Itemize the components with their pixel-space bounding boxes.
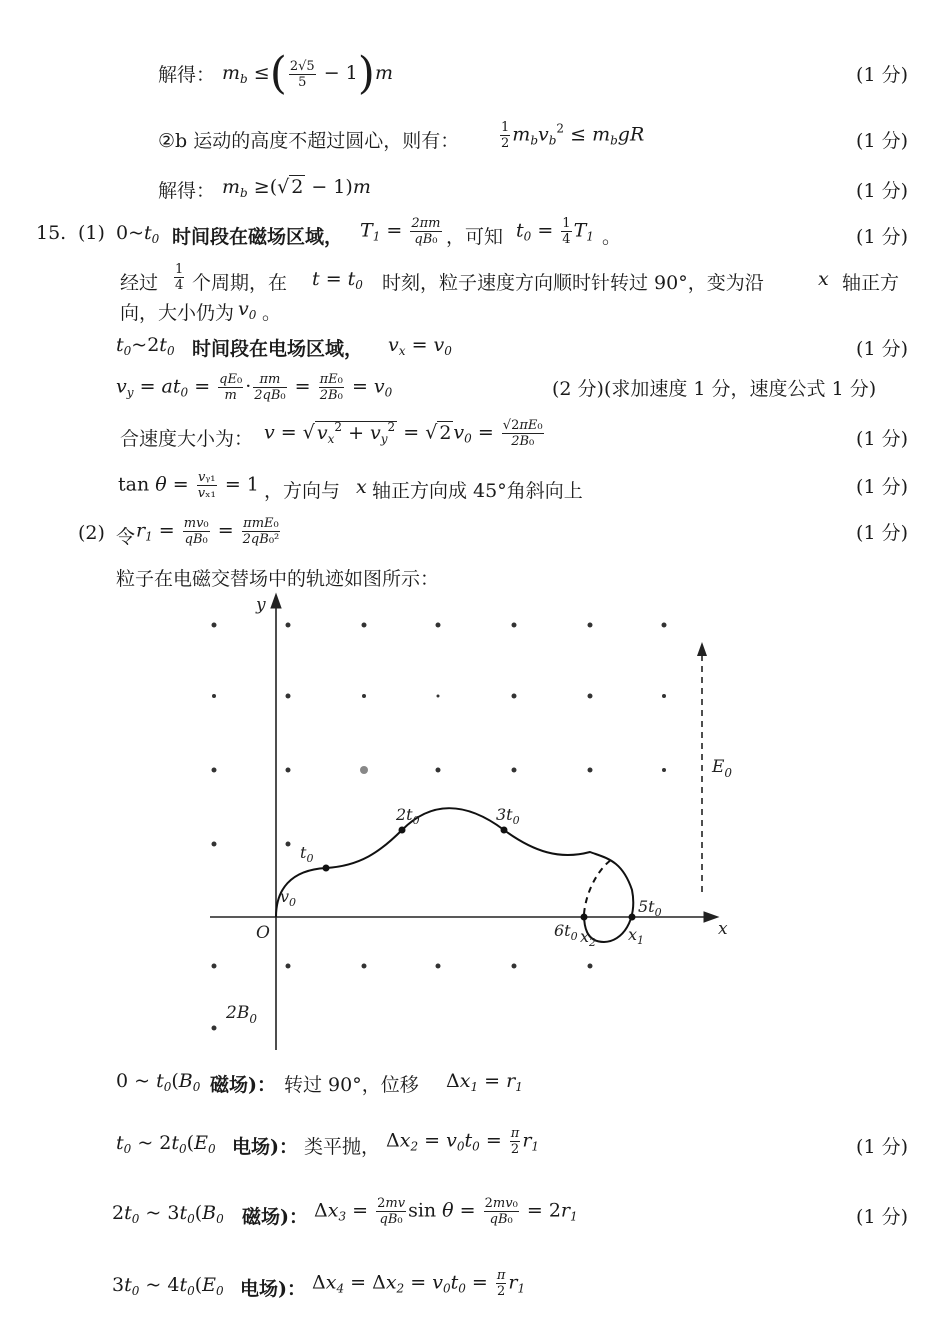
bold-text: 时间段在电场区域，: [192, 338, 364, 360]
bold-text: 磁场)：: [242, 1206, 308, 1228]
time-range: $t_0\sim 2t_0$: [116, 334, 175, 358]
question-number: 15.: [36, 222, 67, 244]
score: (1 分): [856, 64, 908, 86]
dx3-formula: $\Delta x_3$ = $\frac{2mv}{\text{qB₀}}$ sin θ = $\frac{\text{2mv₀}}{\text{qB₀}}$ = $2r_1$: [314, 1196, 578, 1227]
dx2-formula: $\Delta x_2 = v_0t_0$ = $\frac{\pi}{2}$ $r_1$: [386, 1126, 540, 1157]
x-axis-label: x: [718, 919, 728, 939]
b-field-label: $2B_0$: [226, 1003, 257, 1026]
svg-text:t0: $t_0$: [300, 843, 314, 865]
text: 类平抛，: [304, 1136, 381, 1158]
lead-text: 令: [116, 526, 136, 548]
dx4-formula: $\Delta x_4 = \Delta x_2 = v_0t_0$ = $\frac{\pi}{2}$ $r_1$: [312, 1268, 526, 1299]
score: (1 分): [856, 180, 908, 202]
question-15-line: [0, 216, 950, 256]
solution-line-1: [0, 48, 950, 99]
tan-formula: tan θ = $\frac{\text{vᵧ₁}}{\text{vₓ₁}}$ = 1: [118, 470, 259, 501]
part-label: (2): [78, 522, 105, 544]
formula-mb-upper: $m_b$ ≤( $\frac{2√5}{5}$ − 1)m: [222, 48, 393, 99]
angle-line: [0, 464, 950, 510]
time-range: $t_0$ ~ $2t_0(E_0$: [116, 1132, 216, 1156]
displacement-line-3: [0, 1194, 950, 1238]
text: 转过 90°，位移: [284, 1074, 419, 1096]
v0-var: $v_0$: [238, 298, 257, 322]
score: (1 分): [856, 476, 908, 498]
text: ，方向与: [264, 480, 341, 502]
trajectory-labels: [280, 805, 662, 949]
score: (1 分): [856, 428, 908, 450]
time-range: $2t_0$ ~ $3t_0(B_0$: [112, 1202, 224, 1226]
text: 个周期，在: [192, 272, 288, 294]
electric-field-line: [0, 334, 950, 364]
bold-text: 电场)：: [232, 1136, 298, 1158]
svg-text:v0: $v_0$: [280, 887, 297, 909]
period-mark: 。: [602, 226, 622, 248]
score: (1 分): [856, 1136, 908, 1158]
t-equals: $t = t_0$: [312, 268, 363, 292]
svg-text:3t0: $3t_0$: [496, 805, 520, 827]
caption-text: 粒子在电磁交替场中的轨迹如图所示：: [116, 568, 440, 590]
svg-text:5t0: $5t_0$: [638, 897, 662, 919]
time-range: $3t_0$ ~ $4t_0(E_0$: [112, 1274, 224, 1298]
lead-text: 解得：: [158, 180, 216, 202]
trajectory-figure: [190, 590, 750, 1060]
field-dots: [212, 623, 667, 1031]
bold-text: 电场)：: [240, 1278, 306, 1300]
speed-line: [0, 414, 950, 460]
e0-label: $E_0$: [712, 757, 733, 780]
radius-formula: $r_1$ = $\frac{\text{mv₀}}{\text{qB₀}}$ = $\frac{\text{πmE₀}}{\text{2qB₀²}}$: [136, 516, 280, 547]
paragraph-line-b: [0, 298, 950, 326]
svg-text:x2: $x_2$: [580, 927, 597, 949]
score: (1 分): [856, 130, 908, 152]
quarter-fraction: $\frac{1}{4}$: [175, 262, 184, 293]
score: (2 分)(求加速度 1 分，速度公式 1 分): [552, 378, 877, 400]
text: 轴正方: [842, 272, 900, 294]
text: 经过: [120, 272, 159, 294]
trajectory-points: [323, 827, 636, 921]
x-var: x: [818, 268, 829, 290]
formula-energy: $\frac{1}{2}$ $m_bv_b^2 \le m_bgR$: [501, 120, 645, 151]
lead-text: 合速度大小为：: [120, 428, 254, 450]
score: (1 分): [856, 522, 908, 544]
tail-text: ，可知: [446, 226, 504, 248]
trajectory-path: [276, 808, 633, 942]
svg-text:2t0: $2t_0$: [396, 805, 420, 827]
solution-line-3: [0, 176, 950, 206]
formula-mb-lower: $m_b$ ≥(√ 2 − 1)m: [222, 176, 371, 200]
text: 。: [262, 302, 282, 324]
formula-period: $T_1$ = $\frac{2\pi m}{\text{qB₀}}$: [360, 216, 441, 247]
figure-caption: [0, 564, 950, 592]
text: 轴正方向成 45°角斜向上: [372, 480, 583, 502]
formula-t0: $t_0$ = $\frac{1}{4}$ $T_1$: [516, 216, 594, 247]
time-range: $0\sim t_0$: [116, 222, 160, 246]
text: 时刻，粒子速度方向顺时针转过 90°，变为沿: [382, 272, 764, 294]
vx-formula: $v_x = v_0$: [388, 334, 452, 358]
score: (1 分): [856, 226, 908, 248]
electric-field-arrow: [697, 642, 707, 892]
svg-text:6t0: $6t_0$: [554, 921, 578, 943]
y-axis-label: y: [256, 595, 266, 615]
solution-line-2: [0, 120, 950, 156]
lead-text: 解得：: [158, 64, 216, 86]
svg-text:x1: $x_1$: [628, 925, 645, 947]
dx1-formula: $\Delta x_1 = r_1$: [446, 1070, 523, 1094]
displacement-line-1: [0, 1070, 950, 1100]
score: (1 分): [856, 1206, 908, 1228]
bold-text: 时间段在磁场区域，: [172, 226, 344, 248]
vy-line: [0, 366, 950, 410]
displacement-line-2: [0, 1126, 950, 1166]
vy-formula: $v_y = at_0$ = $\frac{\text{qE₀}}{m}$ · $\frac{\pi m}{\text{2qB₀}}$ = $\frac{\text{πE₀}}{\text{2B₀}}$ = $v_0$: [116, 372, 393, 403]
origin-label: O: [256, 923, 270, 943]
speed-formula: v = √ $v_x^2 + v_y^2$ = √ 2 $v_0$ = $\frac{\text{√2πE₀}}{\text{2B₀}}$: [264, 418, 543, 449]
time-range: 0 ~ $t_0(B_0$: [116, 1070, 201, 1094]
part-label: (1): [78, 222, 105, 244]
radius-line: [0, 510, 950, 556]
score: (1 分): [856, 338, 908, 360]
displacement-line-4: [0, 1268, 950, 1308]
bold-text: 磁场)：: [210, 1074, 276, 1096]
text: 向，大小仍为: [120, 302, 235, 324]
lead-text: ②b 运动的高度不超过圆心，则有：: [158, 130, 460, 152]
paragraph-line-a: [0, 262, 950, 296]
axes: [210, 594, 718, 1050]
x-var: x: [356, 476, 367, 498]
